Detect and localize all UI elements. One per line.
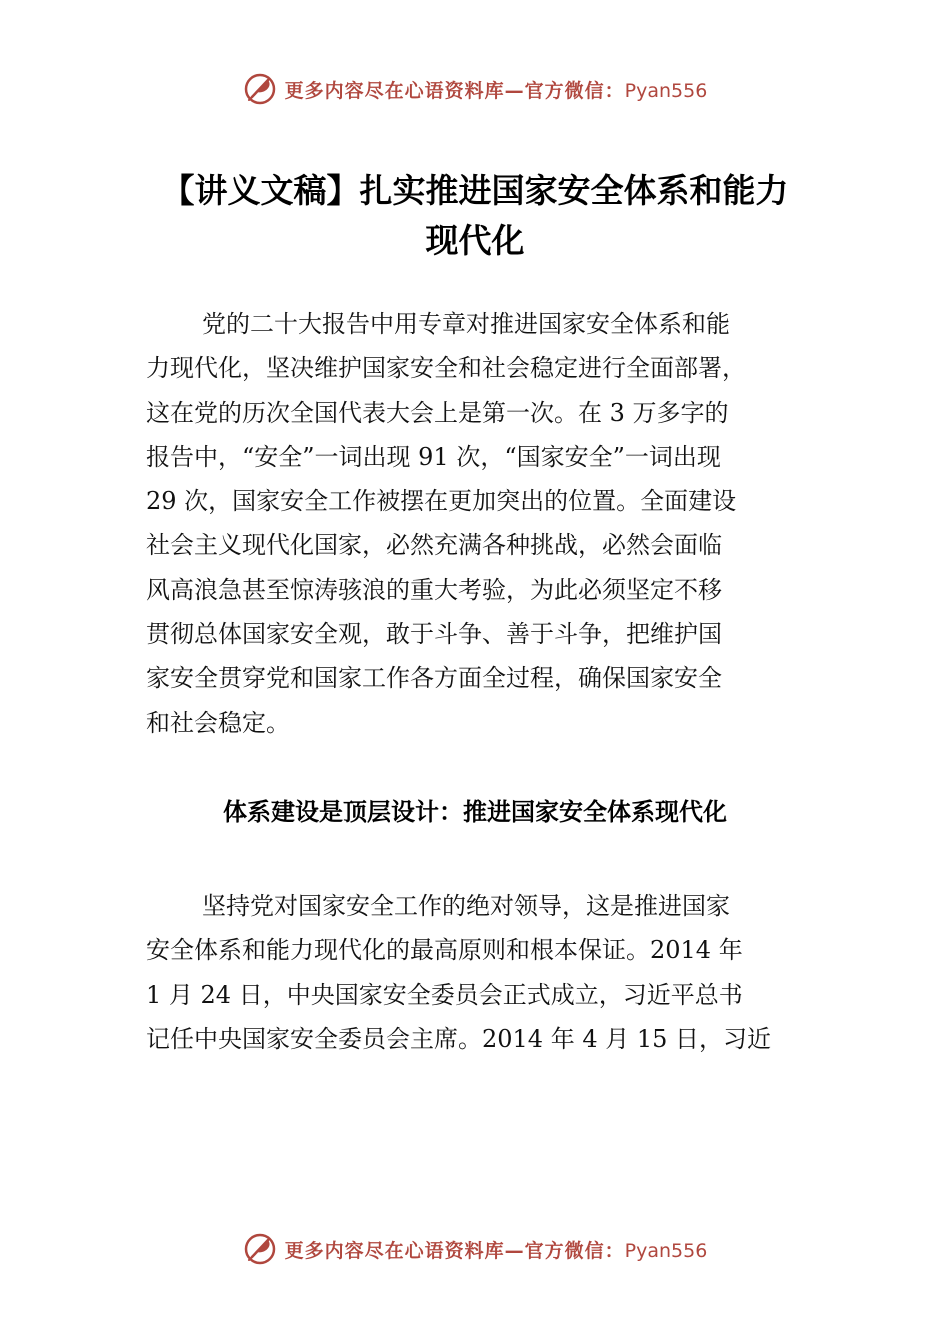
paragraph-line: 记任中央国家安全委员会主席。2014 年 4 月 15 日，习近 bbox=[146, 1024, 772, 1053]
intro-paragraph bbox=[146, 302, 836, 745]
paragraph-line: 安全体系和能力现代化的最高原则和根本保证。2014 年 bbox=[146, 936, 743, 965]
title-line-2: 现代化 bbox=[425, 221, 525, 260]
watermark-text: 更多内容尽在心语资料库—官方微信：Pyan556 bbox=[284, 1239, 708, 1262]
title-line-1: 【讲义文稿】扎实推进国家安全体系和能力 bbox=[161, 171, 789, 210]
paragraph-line: 党的二十大报告中用专章对推进国家安全体系和能 bbox=[202, 310, 730, 338]
paragraph-line: 力现代化，坚决维护国家安全和社会稳定进行全面部署， bbox=[146, 354, 746, 383]
paragraph-line: 社会主义现代化国家，必然充满各种挑战，必然会面临 bbox=[146, 531, 722, 560]
paragraph-line: 家安全贯穿党和国家工作各方面全过程，确保国家安全 bbox=[146, 664, 722, 693]
header-watermark bbox=[0, 72, 950, 106]
quill-logo-icon bbox=[243, 1232, 277, 1266]
paragraph-line: 风高浪急甚至惊涛骇浪的重大考验，为此必须坚定不移 bbox=[146, 575, 722, 604]
watermark-handle: Pyan556 bbox=[624, 79, 708, 102]
paragraph-line: 29 次，国家安全工作被摆在更加突出的位置。全面建设 bbox=[146, 487, 737, 516]
watermark-text: 更多内容尽在心语资料库—官方微信：Pyan556 bbox=[284, 79, 708, 102]
paragraph-line: 坚持党对国家安全工作的绝对领导，这是推进国家 bbox=[202, 892, 730, 920]
paragraph-line: 和社会稳定。 bbox=[146, 708, 290, 737]
watermark-handle: Pyan556 bbox=[624, 1239, 708, 1262]
document-title bbox=[80, 166, 870, 266]
body-paragraph bbox=[146, 884, 836, 1061]
paragraph-line: 报告中，“安全”一词出现 91 次，“国家安全”一词出现 bbox=[146, 442, 721, 471]
paragraph-line: 贯彻总体国家安全观，敢于斗争、善于斗争，把维护国 bbox=[146, 620, 722, 649]
quill-logo-icon bbox=[243, 72, 277, 106]
footer-watermark bbox=[0, 1232, 950, 1266]
paragraph-line: 1 月 24 日，中央国家安全委员会正式成立，习近平总书 bbox=[146, 980, 743, 1009]
paragraph-line: 这在党的历次全国代表大会上是第一次。在 3 万多字的 bbox=[146, 398, 729, 427]
section-subheading: 体系建设是顶层设计：推进国家安全体系现代化 bbox=[223, 798, 727, 826]
